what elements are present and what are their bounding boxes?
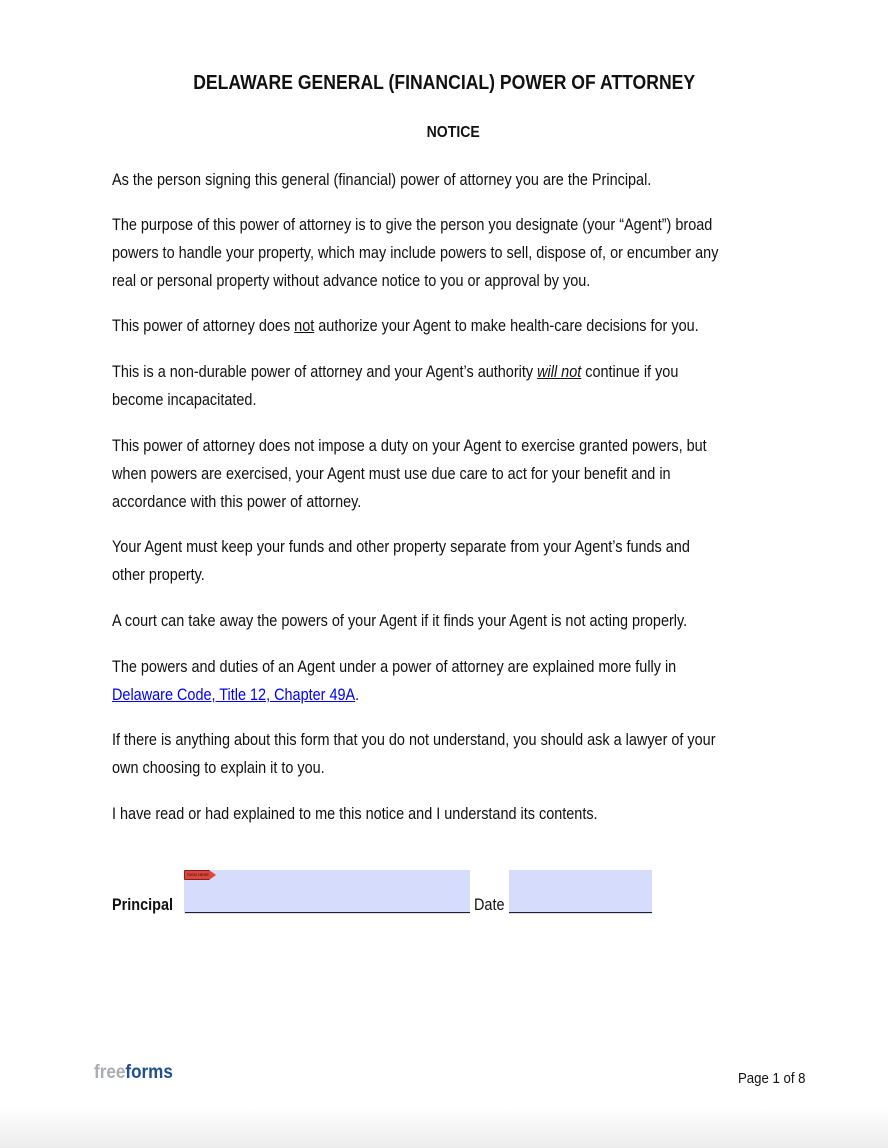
principal-label: Principal — [112, 896, 173, 914]
document-title: DELAWARE GENERAL (FINANCIAL) POWER OF ATTORNEY — [193, 72, 695, 94]
date-field[interactable] — [509, 870, 652, 914]
paragraph-principal-intro: As the person signing this general (financial) power of attorney you are the Principal. — [112, 171, 652, 189]
paragraph-non-durable: This is a non-durable power of attorney and your Agent’s authority will not continue if you — [112, 363, 679, 381]
principal-signature-line — [185, 912, 470, 913]
paragraph-lawyer-line: If there is anything about this form that you do not understand, you should ask a lawyer of your — [112, 731, 716, 749]
freeforms-logo: freeforms — [94, 1062, 173, 1083]
paragraph-purpose-line: The purpose of this power of attorney is to give the person you designate (your “Agent”) broad — [112, 216, 713, 234]
paragraph-funds-line: Your Agent must keep your funds and other property separate from your Agent’s funds and — [112, 538, 690, 556]
page-bottom-shadow — [0, 1108, 888, 1148]
date-line — [509, 912, 652, 913]
paragraph-duty-line: accordance with this power of attorney. — [112, 493, 362, 511]
paragraph-funds-line: other property. — [112, 566, 205, 584]
paragraph-code-reference: The powers and duties of an Agent under a power of attorney are explained more fully in — [112, 658, 677, 676]
paragraph-code-reference-line: Delaware Code, Title 12, Chapter 49A. — [112, 686, 360, 704]
paragraph-acknowledgement: I have read or had explained to me this notice and I understand its contents. — [112, 805, 598, 823]
paragraph-lawyer-line: own choosing to explain it to you. — [112, 759, 325, 777]
paragraph-health-care: This power of attorney does not authorize your Agent to make health-care decisions for you. — [112, 317, 699, 335]
paragraph-non-durable-line: become incapacitated. — [112, 391, 257, 409]
notice-heading: NOTICE — [426, 124, 480, 141]
paragraph-duty-line: This power of attorney does not impose a duty on your Agent to exercise granted powers, but — [112, 437, 707, 455]
paragraph-purpose-line: powers to handle your property, which may include powers to sell, dispose of, or encumber any — [112, 244, 719, 262]
paragraph-purpose-line: real or personal property without advance notice to you or approval by you. — [112, 272, 591, 290]
sign-here-tag[interactable]: SIGN HERE — [184, 870, 210, 880]
delaware-code-link[interactable]: Delaware Code, Title 12, Chapter 49A — [112, 686, 356, 704]
sign-here-arrow-icon — [209, 870, 216, 880]
emphasis-not: not — [294, 317, 315, 335]
principal-signature-field[interactable] — [184, 870, 470, 914]
date-label: Date — [474, 896, 505, 914]
paragraph-court: A court can take away the powers of your Agent if it finds your Agent is not acting properly. — [112, 612, 688, 630]
paragraph-duty-line: when powers are exercised, your Agent must use due care to act for your benefit and in — [112, 465, 671, 483]
page-indicator: Page 1 of 8 — [738, 1070, 806, 1087]
emphasis-will-not: will not — [537, 363, 582, 381]
